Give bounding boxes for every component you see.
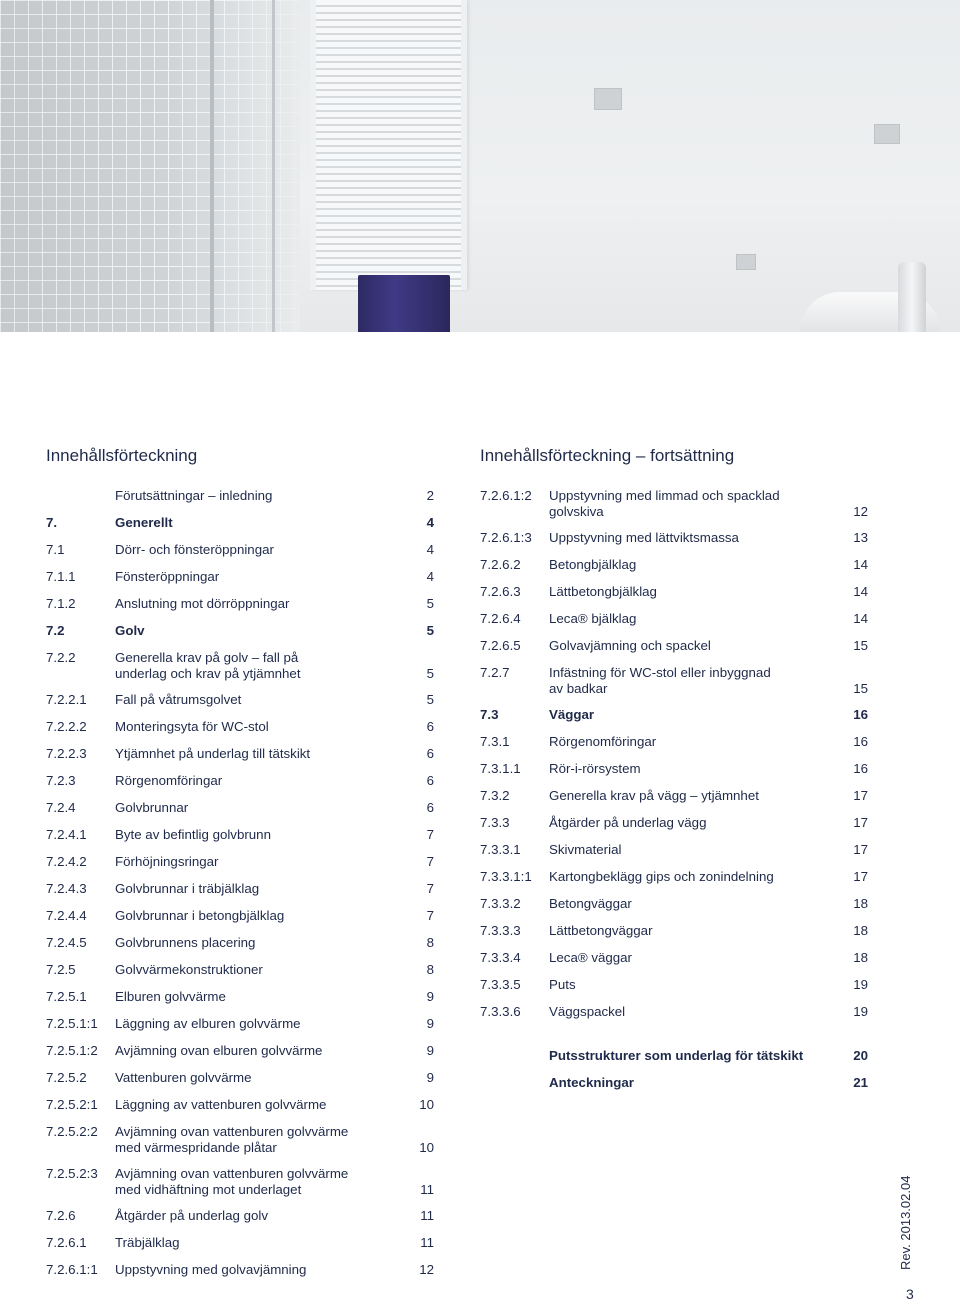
toc-section-title: Fall på våtrumsgolvet: [115, 692, 242, 707]
toc-entry: [46, 1016, 434, 1032]
toc-entry: [46, 935, 434, 951]
toc-page-number: 17: [853, 842, 868, 857]
toc-page-number: 8: [426, 962, 434, 977]
toc-section-title: Elburen golvvärme: [115, 989, 226, 1004]
toc-section-title: Anteckningar: [549, 1075, 634, 1090]
toc-section-number: 7.3.1.1: [480, 761, 521, 776]
towel-radiator: [310, 0, 467, 290]
toc-entry: [46, 881, 434, 897]
toc-section-number: 7.2.6.1:2: [480, 488, 532, 503]
toc-section-number: 7.2.6.5: [480, 638, 521, 653]
toc-section-title: Uppstyvning med limmad och spacklad golvskiva: [549, 488, 780, 519]
toc-entry: [480, 488, 868, 520]
toc-left-column: [46, 488, 434, 1288]
toc-section-number: 7.2.5.2:3: [46, 1166, 98, 1181]
toc-section-title: Putsstrukturer som underlag för tätskikt: [549, 1048, 804, 1063]
toc-page-number: 9: [426, 989, 434, 1004]
toc-page-number: 9: [426, 1043, 434, 1058]
toc-section-number: 7.2.5.1:1: [46, 1016, 98, 1031]
toc-section-title: Generella krav på vägg – ytjämnhet: [549, 788, 759, 803]
bathroom-photo: [0, 0, 960, 332]
toc-entry: [480, 761, 868, 777]
toc-entry: [480, 1048, 868, 1064]
toc-page-number: 6: [426, 746, 434, 761]
toc-page-number: 20: [853, 1048, 868, 1063]
toc-entry: [46, 719, 434, 735]
toc-heading: Innehållsförteckning: [46, 446, 198, 465]
toc-section-number: 7.2.5.2:2: [46, 1124, 98, 1139]
toc-page-number: 18: [853, 923, 868, 938]
toc-entry: [480, 950, 868, 966]
toc-section-title: Förutsättningar – inledning: [115, 488, 273, 503]
toc-section-number: 7.2.4.5: [46, 935, 87, 950]
toc-page-number: 9: [426, 1070, 434, 1085]
toc-section-number: 7.2.2.2: [46, 719, 87, 734]
toc-section-number: 7.2.5.2: [46, 1070, 87, 1085]
toc-entry: [480, 1004, 868, 1020]
toc-entry: [46, 1043, 434, 1059]
toc-page-number: 14: [853, 584, 868, 599]
toc-entry: [46, 1235, 434, 1251]
toc-page-number: 18: [853, 950, 868, 965]
toc-entry: [46, 854, 434, 870]
toc-page-number: 12: [853, 504, 868, 519]
wall-tile: [594, 88, 622, 110]
toc-page-number: 7: [426, 827, 434, 842]
toc-section-number: 7.2.6.2: [480, 557, 521, 572]
toc-section-number: 7.3.1: [480, 734, 510, 749]
toc-section-title: Åtgärder på underlag golv: [115, 1208, 269, 1223]
toc-page-number: 19: [853, 977, 868, 992]
toc-page-number: 15: [853, 681, 868, 696]
toc-entry: [480, 842, 868, 858]
toc-page-number: 17: [853, 788, 868, 803]
toc-section-number: 7.1.1: [46, 569, 76, 584]
toc-section-number: 7.2.4: [46, 800, 76, 815]
toc-section-title: Anslutning mot dörröppningar: [115, 596, 290, 611]
toc-page-number: 4: [426, 542, 434, 557]
toc-section-title: Betongbjälklag: [549, 557, 637, 572]
toc-entry: [46, 908, 434, 924]
toc-entry: [46, 1124, 434, 1156]
toc-section-title: Monteringsyta för WC-stol: [115, 719, 269, 734]
toc-section-title: Läggning av vattenburen golvvärme: [115, 1097, 327, 1112]
toc-section-number: 7.3.3.3: [480, 923, 521, 938]
toc-section-title: Ytjämnhet på underlag till tätskikt: [115, 746, 311, 761]
toc-section-number: 7.2.6.1:3: [480, 530, 532, 545]
toc-entry: [46, 746, 434, 762]
toc-page-number: 16: [853, 734, 868, 749]
toc-entry: [480, 530, 868, 546]
toc-entry: [46, 569, 434, 585]
toc-continued-heading: Innehållsförteckning – fortsättning: [480, 446, 735, 465]
toc-section-number: 7.3.3.4: [480, 950, 521, 965]
toc-section-title: Vattenburen golvvärme: [115, 1070, 252, 1085]
toc-section-number: 7.2.2: [46, 650, 76, 665]
toc-page-number: 13: [853, 530, 868, 545]
toc-entry: [46, 989, 434, 1005]
toc-section-number: 7.2.4.4: [46, 908, 87, 923]
toc-page-number: 14: [853, 611, 868, 626]
toc-page-number: 10: [419, 1140, 434, 1155]
toc-section-title: Golvbrunnens placering: [115, 935, 256, 950]
toc-entry: [46, 488, 434, 504]
toc-section-title: Leca® bjälklag: [549, 611, 637, 626]
toc-page-number: 5: [426, 596, 434, 611]
toc-section-title: Avjämning ovan vattenburen golvvärme med vidhäftning mot underlaget: [115, 1166, 349, 1197]
toc-section-number: 7.3.3.5: [480, 977, 521, 992]
toc-entry: [46, 692, 434, 708]
toc-section-title: Golvvärmekonstruktioner: [115, 962, 263, 977]
toc-page-number: 16: [853, 761, 868, 776]
toc-page-number: 5: [426, 623, 434, 638]
toc-entry: [46, 650, 434, 682]
toc-section-title: Träbjälklag: [115, 1235, 180, 1250]
toc-section-number: 7.2.6.1: [46, 1235, 87, 1250]
toc-entry: [46, 515, 434, 531]
toc-section-number: 7.2.7: [480, 665, 510, 680]
toc-section-title: Golvbrunnar i träbjälklag: [115, 881, 260, 896]
toc-section-title: Rör-i-rörsystem: [549, 761, 641, 776]
toc-section-number: 7.2.5.1: [46, 989, 87, 1004]
toc-section-number: 7.3.3.1:1: [480, 869, 532, 884]
toc-page-number: 11: [420, 1235, 434, 1250]
toc-entry: [480, 707, 868, 723]
toc-page-number: 18: [853, 896, 868, 911]
toc-section-number: 7.3.3.1: [480, 842, 521, 857]
toc-entry: [46, 1262, 434, 1278]
toc-section-title: Dörr- och fönsteröppningar: [115, 542, 274, 557]
toc-entry: [46, 1097, 434, 1113]
toc-section-number: 7.2.5.1:2: [46, 1043, 98, 1058]
toc-section-title: Leca® väggar: [549, 950, 632, 965]
toc-section-number: 7.2.4.2: [46, 854, 87, 869]
toc-page-number: 8: [426, 935, 434, 950]
toc-section-number: 7.: [46, 515, 58, 530]
toc-entry: [480, 638, 868, 654]
toc-section-number: 7.3.3: [480, 815, 510, 830]
toc-section-number: 7.2.5.2:1: [46, 1097, 98, 1112]
toc-page-number: 11: [420, 1182, 434, 1197]
toc-section-number: 7.2.3: [46, 773, 76, 788]
toc-section-number: 7.3: [480, 707, 499, 722]
toc-section-title: Rörgenomföringar: [549, 734, 657, 749]
toc-page-number: 4: [426, 569, 434, 584]
toc-section-title: Förhöjningsringar: [115, 854, 219, 869]
toc-section-number: 7.3.3.6: [480, 1004, 521, 1019]
toc-page-number: 17: [853, 815, 868, 830]
toc-entry: [480, 1075, 868, 1091]
toc-entry: [46, 1070, 434, 1086]
toc-section-title: Avjämning ovan vattenburen golvvärme med värmespridande plåtar: [115, 1124, 349, 1155]
toc-section-title: Byte av befintlig golvbrunn: [115, 827, 271, 842]
page-number: 3: [906, 1286, 914, 1302]
purple-towel: [358, 275, 450, 332]
toc-section-number: 7.2.5: [46, 962, 76, 977]
toc-section-number: 7.2: [46, 623, 65, 638]
toc-section-title: Uppstyvning med lättviktsmassa: [549, 530, 739, 545]
toc-section-number: 7.2.6: [46, 1208, 76, 1223]
toc-page-number: 5: [426, 666, 434, 681]
toc-right-column: [480, 488, 868, 1108]
toc-page-number: 9: [426, 1016, 434, 1031]
toc-page-number: 14: [853, 557, 868, 572]
toc-section-title: Golvbrunnar: [115, 800, 189, 815]
toc-section-number: 7.2.4.3: [46, 881, 87, 896]
toc-page-number: 6: [426, 800, 434, 815]
toc-section-title: Avjämning ovan elburen golvvärme: [115, 1043, 323, 1058]
toc-page-number: 16: [853, 707, 868, 722]
toc-page-number: 6: [426, 773, 434, 788]
toc-section-title: Väggspackel: [549, 1004, 626, 1019]
toc-page-number: 12: [419, 1262, 434, 1277]
toc-section-title: Uppstyvning med golvavjämning: [115, 1262, 307, 1277]
toc-page-number: 17: [853, 869, 868, 884]
toc-entry: [480, 665, 868, 697]
toc-page-number: 7: [426, 908, 434, 923]
toc-section-title: Infästning för WC-stol eller inbyggnad av badkar: [549, 665, 771, 696]
toc-section-title: Betongväggar: [549, 896, 632, 911]
toc-section-number: 7.2.2.3: [46, 746, 87, 761]
toc-section-number: 7.1: [46, 542, 65, 557]
toc-section-number: 7.1.2: [46, 596, 76, 611]
toc-section-title: Fönsteröppningar: [115, 569, 220, 584]
toc-entry: [46, 542, 434, 558]
wall-tile: [874, 124, 900, 144]
toc-entry: [480, 584, 868, 600]
toc-entry: [480, 611, 868, 627]
toc-page-number: 7: [426, 854, 434, 869]
toc-entry: [46, 1166, 434, 1198]
toc-entry: [480, 734, 868, 750]
toc-section-number: 7.2.4.1: [46, 827, 87, 842]
toc-page-number: 2: [426, 488, 434, 503]
toc-section-title: Kartongbeklägg gips och zonindelning: [549, 869, 774, 884]
toc-entry: [480, 788, 868, 804]
toc-entry: [46, 827, 434, 843]
toc-section-title: Golv: [115, 623, 145, 638]
toc-entry: [46, 623, 434, 639]
toc-page-number: 11: [420, 1208, 434, 1223]
toc-entry: [480, 977, 868, 993]
revision-date: Rev. 2013.02.04: [898, 1175, 913, 1270]
toc-section-title: Väggar: [549, 707, 595, 722]
toc-section-title: Lättbetongbjälklag: [549, 584, 657, 599]
toc-entry: [480, 557, 868, 573]
toc-page-number: 15: [853, 638, 868, 653]
toc-entry: [480, 923, 868, 939]
toc-section-number: 7.3.3.2: [480, 896, 521, 911]
toc-section-title: Lättbetongväggar: [549, 923, 653, 938]
wall-tile: [736, 254, 756, 270]
toc-section-number: 7.2.2.1: [46, 692, 87, 707]
toc-entry: [480, 896, 868, 912]
toc-section-title: Rörgenomföringar: [115, 773, 223, 788]
toc-section-title: Puts: [549, 977, 576, 992]
toc-page-number: 6: [426, 719, 434, 734]
toc-section-title: Golvbrunnar i betongbjälklag: [115, 908, 285, 923]
toc-entry: [46, 596, 434, 612]
toc-entry: [46, 773, 434, 789]
toc-page-number: 19: [853, 1004, 868, 1019]
toc-entry: [480, 869, 868, 885]
toc-entry: [46, 800, 434, 816]
shower-door-frame: [272, 0, 275, 332]
toc-entry: [46, 1208, 434, 1224]
toc-section-number: 7.2.6.4: [480, 611, 521, 626]
toc-section-number: 7.2.6.3: [480, 584, 521, 599]
toc-page-number: 5: [426, 692, 434, 707]
toc-section-title: Läggning av elburen golvvärme: [115, 1016, 301, 1031]
toc-section-title: Skivmaterial: [549, 842, 622, 857]
toc-section-number: 7.3.2: [480, 788, 510, 803]
toc-section-title: Generellt: [115, 515, 173, 530]
toc-page-number: 7: [426, 881, 434, 896]
toc-section-title: Generella krav på golv – fall på underlag och krav på ytjämnhet: [115, 650, 301, 681]
toc-entry: [480, 815, 868, 831]
soap-bottle: [898, 262, 926, 332]
toc-page-number: 10: [419, 1097, 434, 1112]
toc-page-number: 21: [853, 1075, 868, 1090]
toc-section-number: 7.2.6.1:1: [46, 1262, 98, 1277]
toc-page-number: 4: [426, 515, 434, 530]
toc-section-title: Åtgärder på underlag vägg: [549, 815, 707, 830]
shower-door-frame: [210, 0, 214, 332]
toc-section-title: Golvavjämning och spackel: [549, 638, 711, 653]
toc-entry: [46, 962, 434, 978]
